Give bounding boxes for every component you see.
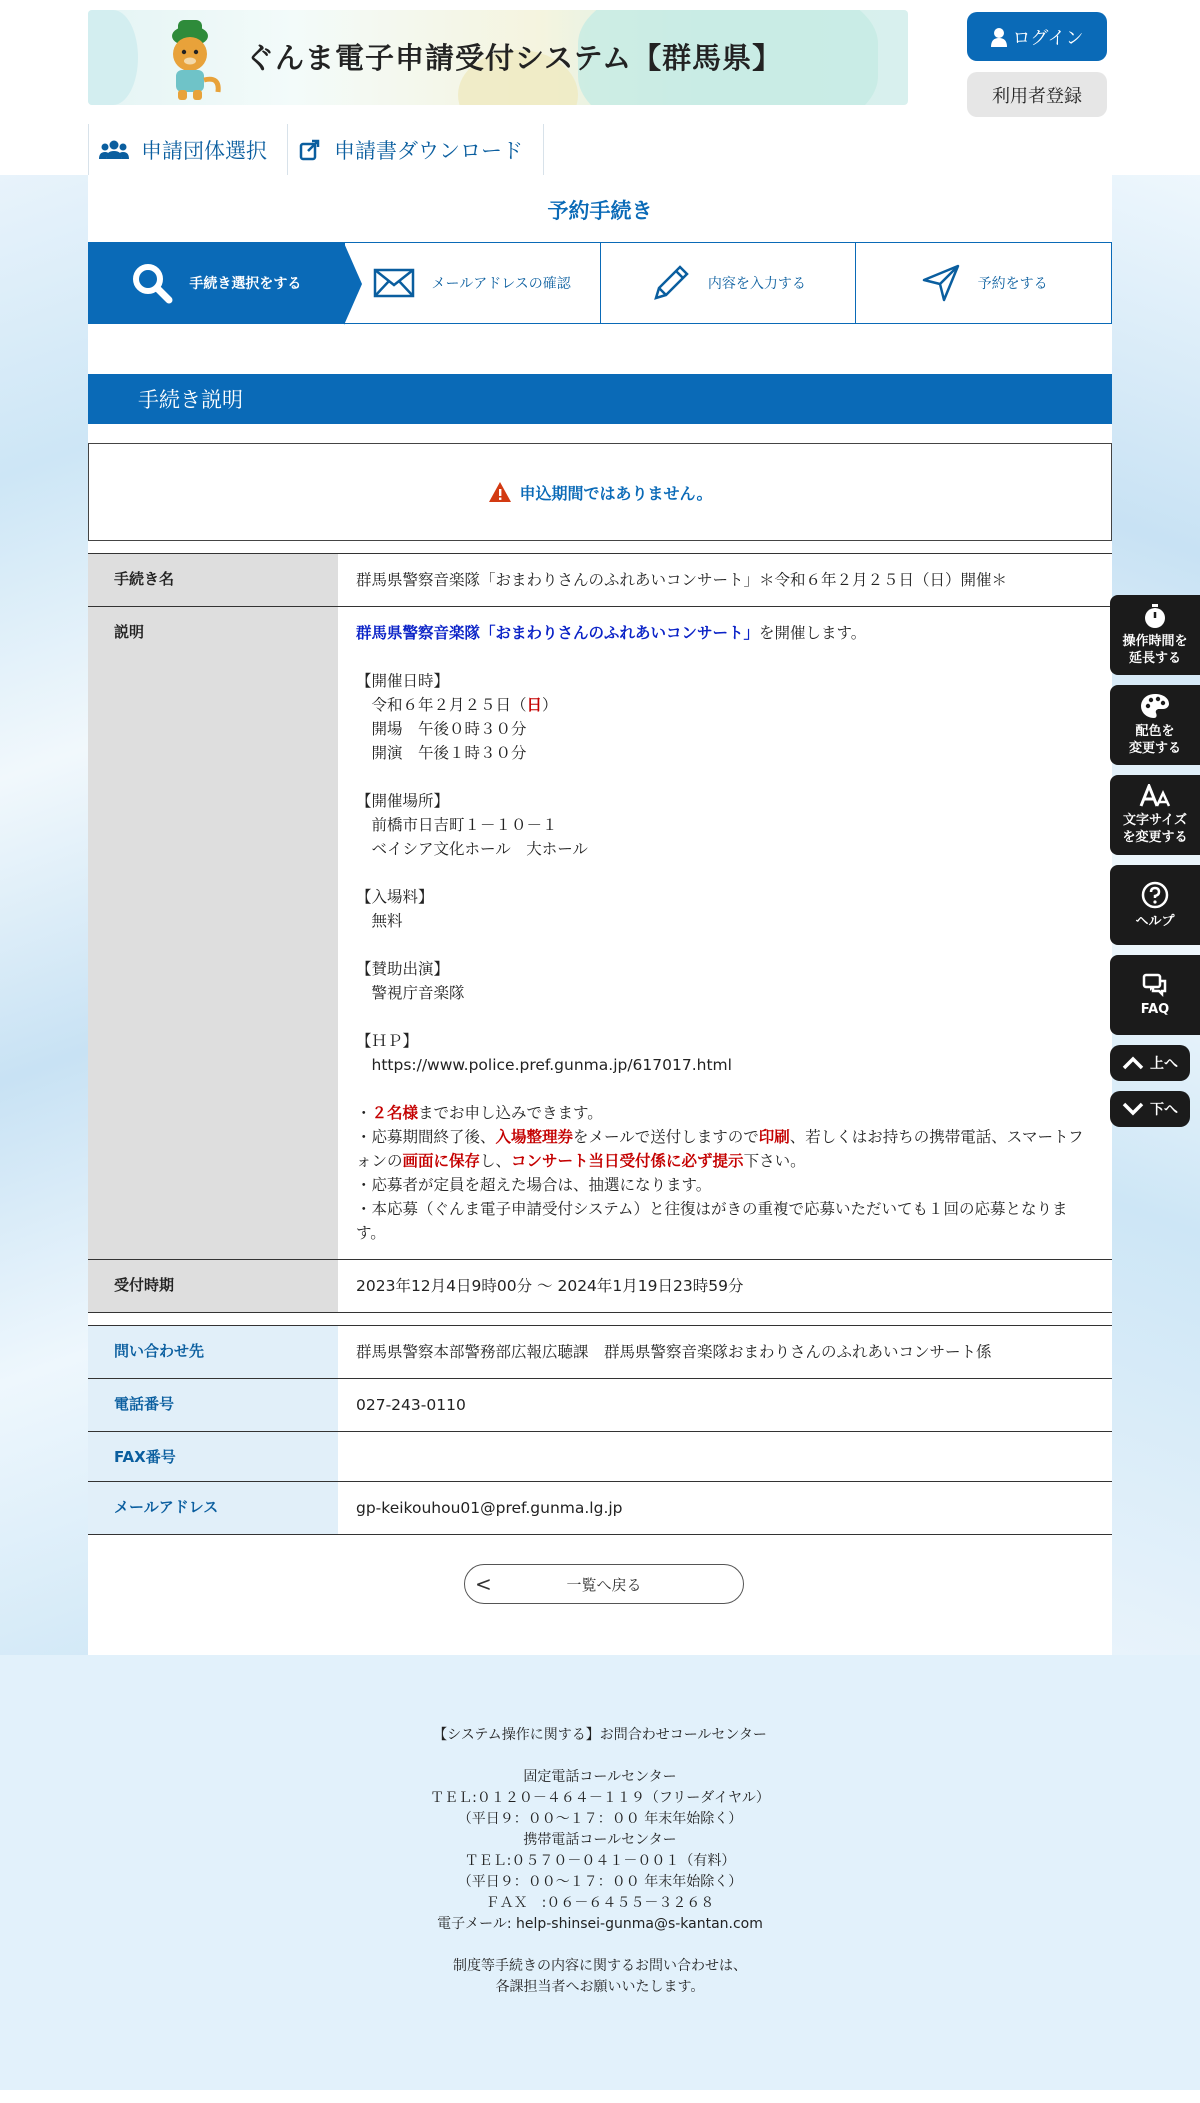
- extend-time-button[interactable]: [1110, 595, 1200, 675]
- content-panel: [88, 175, 1112, 1655]
- door-open-time: 開場 午後０時３０分: [356, 720, 527, 738]
- mail-label: メールアドレス: [88, 1482, 338, 1535]
- tool-label: を変更する: [1122, 830, 1188, 845]
- text-size-icon: [1139, 784, 1171, 808]
- start-time: 開演 午後１時３０分: [356, 744, 527, 762]
- site-header: [0, 0, 1200, 175]
- palette-icon: [1140, 693, 1170, 719]
- tool-label: 延長する: [1128, 651, 1181, 666]
- description-label: 説明: [88, 607, 338, 1260]
- inquiry-value: 群馬県警察本部警務部広報広聴課 群馬県警察音楽隊おまわりさんのふれあいコンサート係: [338, 1326, 1112, 1379]
- note-emphasis: 印刷: [758, 1128, 790, 1146]
- footer-text: 各課担当者へお願いいたします。: [495, 1979, 705, 1995]
- place-address: 前橋市日吉町１－１０－１: [356, 816, 558, 834]
- contact-table: [88, 1325, 1112, 1535]
- fee-heading: 【入場料】: [356, 888, 434, 906]
- step-label: 予約をする: [977, 276, 1048, 292]
- mail-value: gp-keikouhou01@pref.gunma.lg.jp: [338, 1482, 1112, 1535]
- chevron-up-icon: [1122, 1056, 1144, 1070]
- hp-url: https://www.police.pref.gunma.jp/617017.html: [356, 1056, 732, 1074]
- step-indicator: [88, 242, 1112, 324]
- note-emphasis: コンサート当日受付係に必ず提示: [511, 1152, 744, 1170]
- tool-label: FAQ: [1140, 1001, 1170, 1017]
- concert-title-link[interactable]: 群馬県警察音楽隊「おまわりさんのふれあいコンサート」: [356, 624, 760, 642]
- side-tools: [1110, 595, 1200, 1137]
- change-text-size-button[interactable]: [1110, 775, 1200, 855]
- footer-text: ＦＡＸ :０６－６４５５－３２６８: [485, 1895, 715, 1911]
- note-text: ・応募者が定員を超えた場合は、抽選になります。: [356, 1176, 712, 1194]
- envelope-icon: [373, 268, 415, 298]
- table-row: [88, 607, 1112, 1260]
- table-row: [88, 1260, 1112, 1313]
- help-button[interactable]: [1110, 865, 1200, 945]
- footer-callcenter-title: 【システム操作に関する】お問合わせコールセンター: [433, 1727, 767, 1743]
- place-hall: ベイシア文化ホール 大ホール: [356, 840, 588, 858]
- register-button[interactable]: 利用者登録: [967, 72, 1107, 117]
- date-heading: 【開催日時】: [356, 672, 450, 690]
- stopwatch-icon: [1142, 603, 1168, 629]
- note-text: ・本応募（ぐんま電子申請受付システム）と往復はがきの重複で応募いただいても１回の応募となります。: [356, 1200, 1068, 1242]
- login-button[interactable]: [967, 12, 1107, 61]
- scroll-up-button[interactable]: [1110, 1045, 1190, 1081]
- procedure-name-value: 群馬県警察音楽隊「おまわりさんのふれあいコンサート」＊令和６年２月２５日（日）開催＊: [338, 554, 1112, 607]
- gnav-group-select-label: 申請団体選択: [141, 139, 267, 163]
- note-emphasis: 画面に保存: [402, 1152, 481, 1170]
- change-color-button[interactable]: [1110, 685, 1200, 765]
- tel-value: 027-243-0110: [338, 1379, 1112, 1432]
- step-input-content: [601, 243, 857, 323]
- table-row: [88, 1379, 1112, 1432]
- footer-text: （平日９：００〜１７：００ 年末年始除く）: [457, 1811, 743, 1827]
- guest-value: 警視庁音楽隊: [356, 984, 465, 1002]
- faq-button[interactable]: [1110, 955, 1200, 1035]
- step-label: メールアドレスの確認: [431, 276, 571, 292]
- user-icon: [990, 27, 1008, 47]
- table-row: [88, 1326, 1112, 1379]
- note-text: をメールで送付しますので: [573, 1128, 759, 1146]
- note-text: 下さい。: [743, 1152, 806, 1170]
- fee-value: 無料: [356, 912, 403, 930]
- footer-text: ＴＥＬ:０５７０－０４１－００１（有料）: [464, 1853, 736, 1869]
- background-pattern: [0, 175, 88, 1655]
- note-bullet: ・: [356, 1104, 372, 1122]
- footer-text: （平日９：００〜１７：００ 年末年始除く）: [457, 1874, 743, 1890]
- intro-text: を開催します。: [759, 624, 867, 642]
- date-day: 日: [526, 696, 543, 714]
- tel-label: 電話番号: [88, 1379, 338, 1432]
- gnav-form-download-label: 申請書ダウンロード: [334, 139, 523, 163]
- global-nav: [88, 124, 544, 176]
- note-text: までお申し込みできます。: [418, 1104, 603, 1122]
- tool-label: 配色を: [1135, 724, 1175, 739]
- chevron-down-icon: [1122, 1102, 1144, 1116]
- footer-text: 携帯電話コールセンター: [523, 1832, 677, 1848]
- gnav-group-select[interactable]: [88, 124, 287, 176]
- note-text: 、若しくはお持ちの携帯電話、スマートフォンの: [356, 1128, 1084, 1170]
- footer-text: ＴＥＬ:０１２０－４６４－１１９（フリーダイヤル）: [430, 1790, 770, 1806]
- period-value: 2023年12月4日9時00分 〜 2024年1月19日23時59分: [338, 1260, 1112, 1313]
- description-value: [338, 607, 1112, 1260]
- inquiry-label: 問い合わせ先: [88, 1326, 338, 1379]
- step-select-procedure: [89, 243, 345, 323]
- table-row: [88, 554, 1112, 607]
- step-reserve: [856, 243, 1111, 323]
- back-label: 一覧へ戻る: [566, 1575, 642, 1594]
- place-heading: 【開催場所】: [356, 792, 450, 810]
- main-area: [0, 175, 1200, 1655]
- table-row: [88, 1432, 1112, 1482]
- scroll-down-label: 下へ: [1150, 1102, 1178, 1118]
- note-emphasis: 入場整理券: [495, 1128, 574, 1146]
- scroll-up-label: 上へ: [1150, 1056, 1178, 1072]
- step-label: 手続き選択をする: [189, 276, 302, 292]
- footer-text: 制度等手続きの内容に関するお問い合わせは、: [453, 1958, 747, 1974]
- paper-plane-icon: [920, 262, 962, 304]
- download-doc-icon: [298, 138, 322, 162]
- fax-label: FAX番号: [88, 1432, 338, 1482]
- warning-icon: [488, 481, 512, 503]
- guest-heading: 【賛助出演】: [356, 960, 450, 978]
- tool-label: ヘルプ: [1135, 913, 1175, 929]
- footer-email: 電子メール: help-shinsei-gunma@s-kantan.com: [437, 1916, 763, 1932]
- notice-box: [88, 443, 1112, 541]
- section-title: 手続き説明: [88, 374, 1112, 424]
- banner-decoration: [88, 10, 138, 105]
- procedure-name-label: 手続き名: [88, 554, 338, 607]
- mascot-logo: [150, 14, 230, 104]
- search-icon: [131, 262, 173, 304]
- tool-label: 変更する: [1128, 741, 1181, 756]
- step-label: 内容を入力する: [707, 276, 806, 292]
- fax-value: [338, 1432, 1112, 1482]
- note-emphasis: ２名様: [371, 1104, 419, 1122]
- note-text: ・応募期間終了後、: [356, 1128, 496, 1146]
- back-to-list-button[interactable]: [464, 1564, 744, 1604]
- tool-label: 文字サイズ: [1123, 813, 1187, 828]
- help-icon: [1141, 881, 1169, 909]
- page-title: 予約手続き: [547, 199, 653, 223]
- note-text: し、: [480, 1152, 512, 1170]
- login-label: ログイン: [1012, 27, 1084, 49]
- footer-text: 固定電話コールセンター: [523, 1769, 677, 1785]
- site-title[interactable]: ぐんま電子申請受付システム【群馬県】: [245, 41, 783, 75]
- gnav-form-download[interactable]: [287, 124, 544, 176]
- date-text: 令和６年２月２５日（: [356, 696, 527, 714]
- notice-text: 申込期間ではありません。: [519, 483, 713, 503]
- back-arrow-icon: <: [475, 1572, 492, 1596]
- hp-heading: 【ＨＰ】: [356, 1032, 419, 1050]
- step-confirm-email: [345, 243, 601, 323]
- faq-icon: [1142, 973, 1168, 997]
- procedure-table: [88, 553, 1112, 1313]
- tool-label: 操作時間を: [1122, 634, 1188, 649]
- people-icon: [99, 139, 129, 161]
- date-text-close: ）: [542, 696, 558, 714]
- period-label: 受付時期: [88, 1260, 338, 1313]
- pencil-icon: [650, 262, 692, 304]
- scroll-down-button[interactable]: [1110, 1091, 1190, 1127]
- site-footer: [0, 1655, 1200, 2090]
- table-row: [88, 1482, 1112, 1535]
